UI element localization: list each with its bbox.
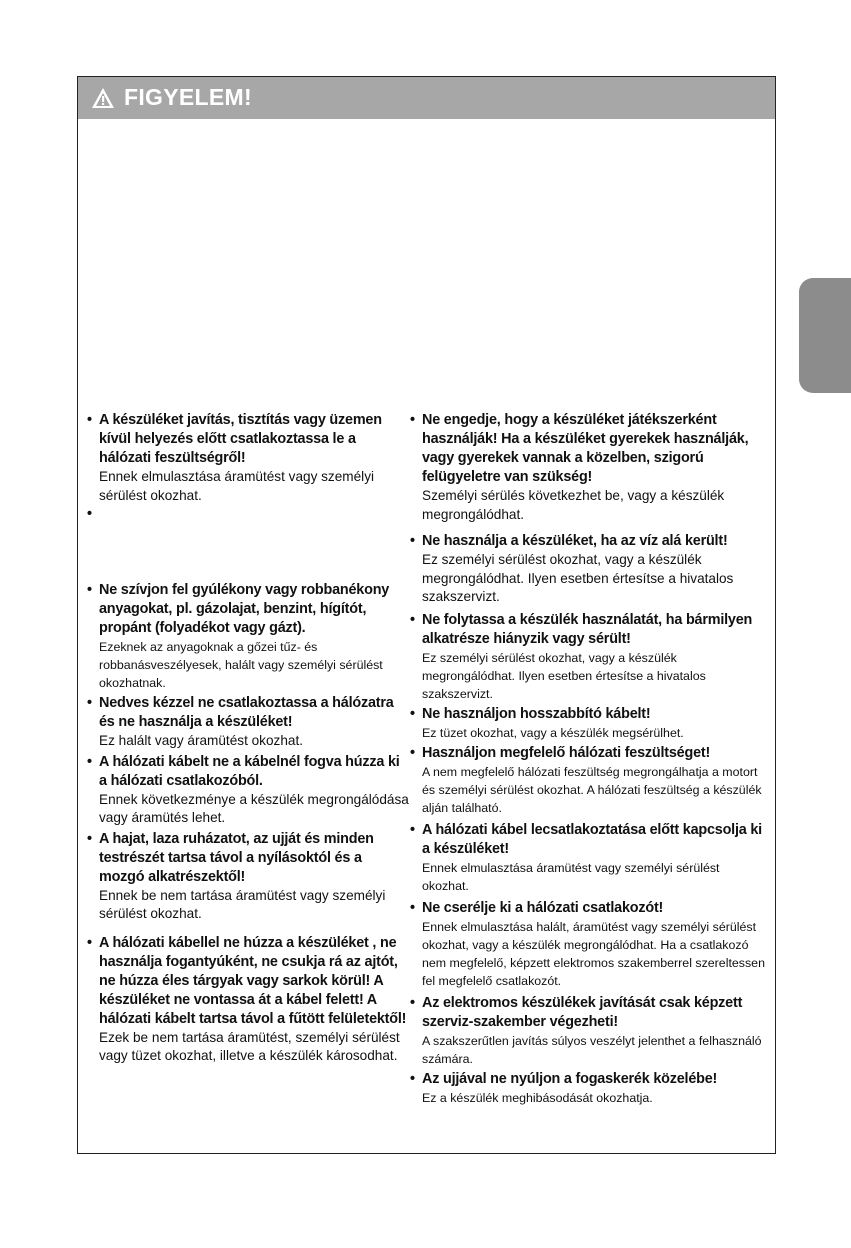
- warning-item: [87, 934, 409, 1066]
- warning-item: [87, 411, 409, 505]
- warning-item: [410, 821, 766, 895]
- warning-description: Személyi sérülés következhet be, vagy a készülék megrongálódhat.: [422, 488, 725, 522]
- warning-heading: • Ne cserélje ki a hálózati csatlakozót!: [410, 899, 766, 918]
- warning-description: Ezek be nem tartása áramütést, személyi sérülést vagy tüzet okozhat, illetve a készülék károsodhat.: [99, 1029, 400, 1063]
- warning-triangle-icon: [91, 87, 115, 109]
- warning-heading: • Nedves kézzel ne csatlakoztassa a hálózatra és ne használja a készüléket!: [87, 694, 409, 732]
- warning-item: [410, 899, 766, 990]
- warning-heading: • A hálózati kábellel ne húzza a készüléket , ne használja fogantyúként, ne csukja rá az ajtót, ne húzza éles tárgyak vagy sarkok körül! A készüléket ne vontassa át a kábel felett! A hálózati kábelt tartsa távol a fűtött felületektől!: [87, 934, 409, 1029]
- warning-description: Ez személyi sérülést okozhat, vagy a készülék megrongálódhat. Ilyen esetben értesítse a hivatalos szakszervizt.: [422, 552, 734, 604]
- warning-description: A szakszerűtlen javítás súlyos veszélyt jelenthet a felhasználó számára.: [422, 1033, 762, 1066]
- warning-item: [410, 994, 766, 1068]
- warning-header: [78, 77, 775, 119]
- warning-heading: • Ne szívjon fel gyúlékony vagy robbanékony anyagokat, pl. gázolajat, benzint, hígítót, propánt (folyadékot vagy gázt).: [87, 581, 409, 638]
- warning-item: [410, 705, 766, 742]
- warning-heading: [87, 505, 409, 581]
- warning-heading: • Ne használja a készüléket, ha az víz alá került!: [410, 532, 766, 551]
- warning-item: [410, 744, 766, 817]
- warning-item: [410, 532, 766, 607]
- warning-description: Ez tüzet okozhat, vagy a készülék megsérülhet.: [422, 725, 684, 740]
- warning-item: [87, 694, 409, 751]
- warning-description: Ez a készülék meghibásodását okozhatja.: [422, 1090, 653, 1105]
- warning-heading: • Ne engedje, hogy a készüléket játékszerként használják! Ha a készüléket gyerekek használják, vagy gyerekek vannak a közelben, szigorú felügyeletre van szükség!: [410, 411, 766, 487]
- warning-description: Ez személyi sérülést okozhat, vagy a készülék megrongálódhat. Ilyen esetben értesítse a hivatalos szakszervizt.: [422, 650, 706, 701]
- warning-item: [87, 830, 409, 924]
- warning-heading: • Ne használjon hosszabbító kábelt!: [410, 705, 766, 724]
- warning-item: [410, 1070, 766, 1107]
- warning-description: Ennek elmulasztása halált, áramütést vagy személyi sérülést okozhat, vagy a készülék megrongálódhat. Ha a csatlakozó nem megfelelő, képzett elektromos szakemberrel szereltessen fel megfelelő csatlakozót.: [422, 919, 765, 988]
- warning-item: [87, 753, 409, 828]
- warning-item: [87, 581, 409, 692]
- warning-description: Ennek be nem tartása áramütést vagy személyi sérülést okozhat.: [99, 887, 386, 921]
- warning-description: A nem megfelelő hálózati feszültség megrongálhatja a motort és személyi sérülést okozhat. A hálózati feszültség a készülék alján található.: [422, 764, 762, 815]
- warning-description: Ez halált vagy áramütést okozhat.: [99, 733, 304, 748]
- warning-title: FIGYELEM!: [124, 84, 252, 110]
- warning-description: Ennek elmulasztása áramütést vagy személyi sérülést okozhat.: [99, 469, 375, 503]
- warning-heading: • Az elektromos készülékek javítását csak képzett szerviz-szakember végezheti!: [410, 994, 766, 1032]
- warning-heading: • A hálózati kábelt ne a kábelnél fogva húzza ki a hálózati csatlakozóból.: [87, 753, 409, 791]
- warning-heading: • Ne folytassa a készülék használatát, ha bármilyen alkatrésze hiányzik vagy sérült!: [410, 611, 766, 649]
- left-column: [87, 411, 409, 1066]
- warning-item: [410, 611, 766, 703]
- warning-item: [410, 411, 766, 524]
- warning-description: Ennek következménye a készülék megrongálódása vagy áramütés lehet.: [99, 791, 409, 825]
- warning-description: Ezeknek az anyagoknak a gőzei tűz- és robbanásveszélyesek, halált vagy személyi sérülést okozhatnak.: [99, 640, 383, 690]
- right-column: [410, 411, 766, 1107]
- warning-heading: • A hajat, laza ruházatot, az ujját és minden testrészét tartsa távol a nyílásoktól és a mozgó alkatrészektől!: [87, 830, 409, 887]
- warning-heading: • A hálózati kábel lecsatlakoztatása előtt kapcsolja ki a készüléket!: [410, 821, 766, 859]
- warning-item-empty: [87, 505, 409, 581]
- section-tab: [799, 278, 851, 393]
- warning-heading: • A készüléket javítás, tisztítás vagy üzemen kívül helyezés előtt csatlakoztassa le a hálózati feszültségről!: [87, 411, 409, 468]
- warning-description: Ennek elmulasztása áramütést vagy személyi sérülést okozhat.: [422, 860, 720, 893]
- warning-heading: • Használjon megfelelő hálózati feszültséget!: [410, 744, 766, 763]
- warning-heading: • Az ujjával ne nyúljon a fogaskerék közelébe!: [410, 1070, 766, 1089]
